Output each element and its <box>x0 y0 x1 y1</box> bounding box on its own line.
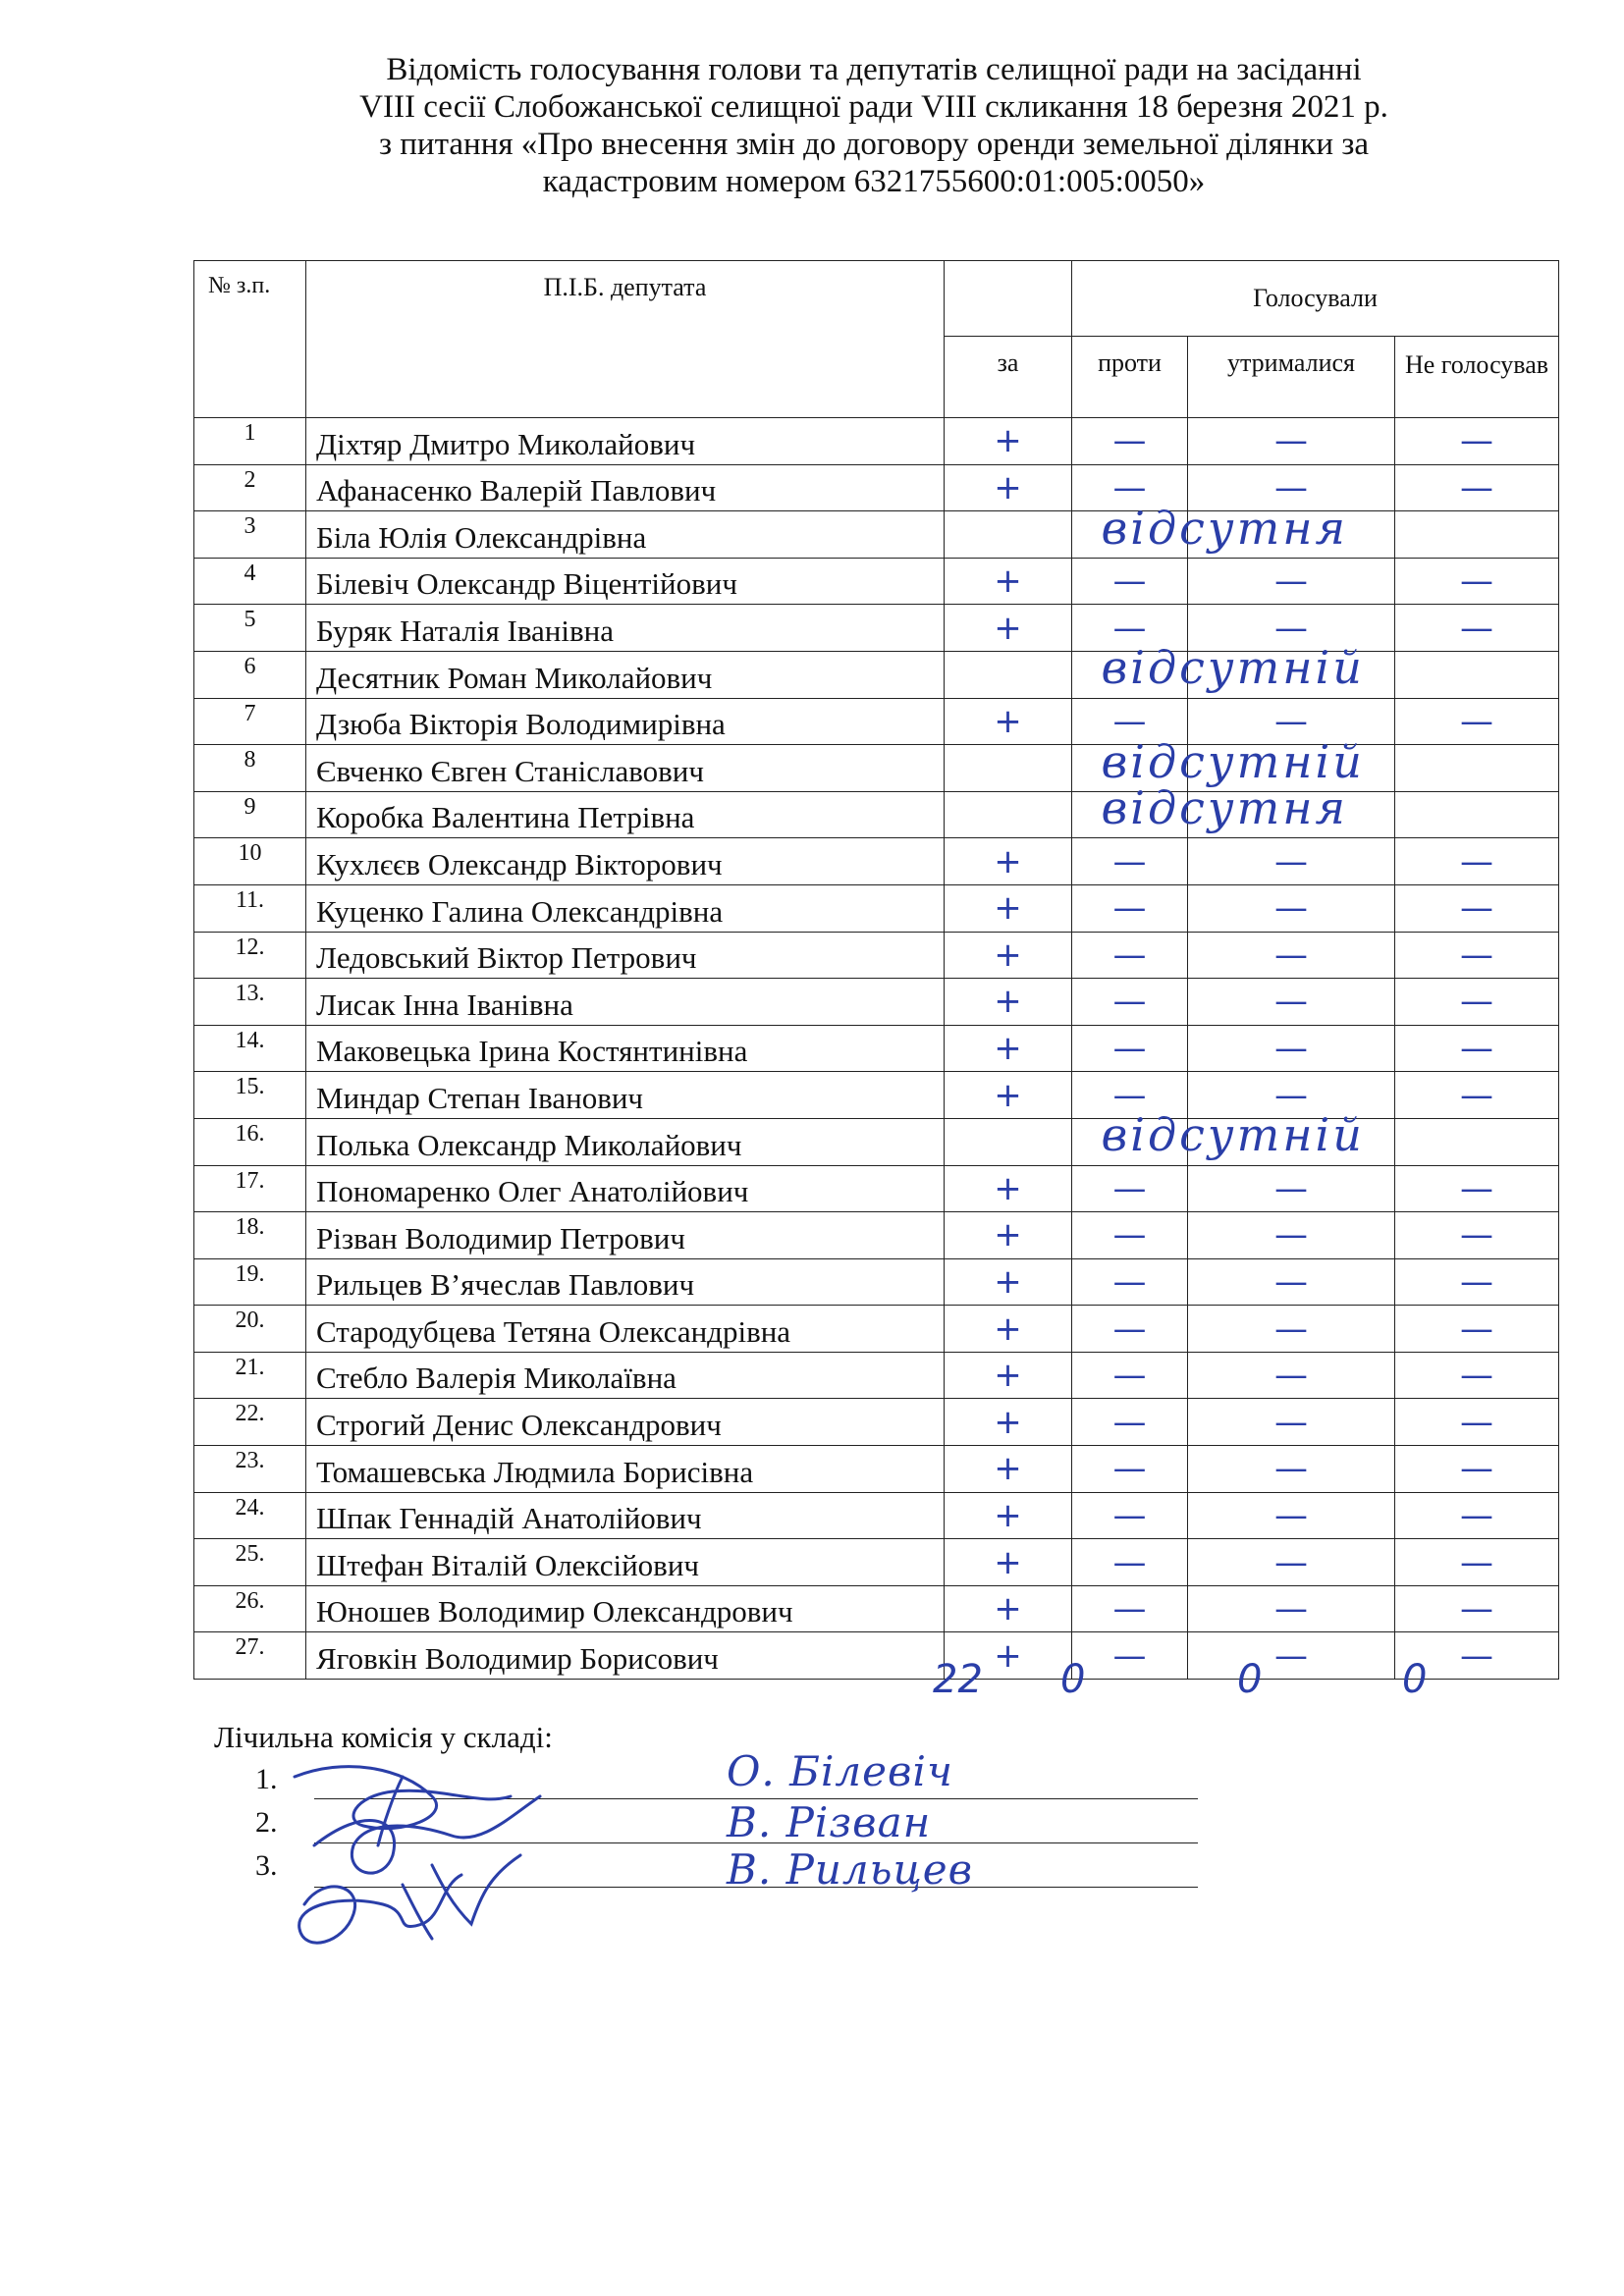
voting-table <box>193 260 1559 1680</box>
header-ne-holosuvav: Не голосував <box>1395 337 1559 418</box>
vote-za: + <box>945 418 1072 465</box>
table-row <box>194 1306 1559 1353</box>
commission-signature-3: В. Рильцев <box>727 1845 974 1894</box>
vote-utrymalysia: — <box>1188 1585 1395 1632</box>
table-body <box>194 418 1559 1680</box>
deputy-name: Коробка Валентина Петрівна <box>306 791 945 838</box>
deputy-name: Полька Олександр Миколайович <box>306 1118 945 1165</box>
vote-proty: — <box>1072 1352 1188 1399</box>
header-number: № з.п. <box>194 261 306 418</box>
deputy-name: Кухлєєв Олександр Вікторович <box>306 838 945 885</box>
deputy-name: Пономаренко Олег Анатолійович <box>306 1165 945 1212</box>
deputy-name: Томашевська Людмила Борисівна <box>306 1446 945 1493</box>
vote-proty: — <box>1072 1632 1188 1680</box>
row-number: 2 <box>194 464 306 511</box>
row-number: 4 <box>194 558 306 605</box>
vote-ne-holosuvav <box>1395 1118 1559 1165</box>
vote-ne-holosuvav: — <box>1395 1212 1559 1259</box>
vote-za: + <box>945 884 1072 932</box>
vote-proty: — <box>1072 1539 1188 1586</box>
commission-number-1: 1. <box>255 1763 278 1795</box>
header-za: за <box>945 337 1072 418</box>
vote-proty: — <box>1072 1212 1188 1259</box>
vote-ne-holosuvav: — <box>1395 464 1559 511</box>
vote-ne-holosuvav <box>1395 745 1559 792</box>
vote-za: + <box>945 932 1072 979</box>
table-row <box>194 1025 1559 1072</box>
row-number: 9 <box>194 791 306 838</box>
vote-ne-holosuvav <box>1395 791 1559 838</box>
title-line-3: з питання «Про внесення змін до договору оренди земельної ділянки за <box>378 127 1369 162</box>
table-row <box>194 979 1559 1026</box>
deputy-name: Стебло Валерія Миколаївна <box>306 1352 945 1399</box>
commission-signature-1: О. Білевіч <box>727 1747 954 1795</box>
deputy-name: Строгий Денис Олександрович <box>306 1399 945 1446</box>
title-line-2: VIII сесії Слобожанської селищної ради VIII скликання 18 березня 2021 р. <box>359 89 1388 125</box>
vote-ne-holosuvav: — <box>1395 1072 1559 1119</box>
commission-label: Лічильна комісія у складі: <box>214 1720 553 1754</box>
vote-ne-holosuvav: — <box>1395 1165 1559 1212</box>
vote-utrymalysia: — <box>1188 1258 1395 1306</box>
vote-proty: — <box>1072 1258 1188 1306</box>
vote-utrymalysia: — <box>1188 884 1395 932</box>
vote-ne-holosuvav: — <box>1395 698 1559 745</box>
absent-note: відсутній <box>1101 734 1365 788</box>
vote-proty: — <box>1072 558 1188 605</box>
row-number: 7 <box>194 698 306 745</box>
vote-za: + <box>945 558 1072 605</box>
deputy-name: Білевіч Олександр Віцентійович <box>306 558 945 605</box>
vote-za: + <box>945 1585 1072 1632</box>
deputy-name: Дзюба Вікторія Володимирівна <box>306 698 945 745</box>
deputy-name: Стародубцева Тетяна Олександрівна <box>306 1306 945 1353</box>
row-number: 8 <box>194 745 306 792</box>
vote-proty: — <box>1072 1072 1188 1119</box>
vote-utrymalysia: — <box>1188 1399 1395 1446</box>
deputy-name: Афанасенко Валерій Павлович <box>306 464 945 511</box>
table-row <box>194 1585 1559 1632</box>
table-row <box>194 1165 1559 1212</box>
vote-za: + <box>945 838 1072 885</box>
header-voted: Голосували <box>1072 261 1559 337</box>
vote-utrymalysia: — <box>1188 464 1395 511</box>
handwritten-signatures <box>285 1737 579 1963</box>
vote-ne-holosuvav: — <box>1395 418 1559 465</box>
vote-za <box>945 1118 1072 1165</box>
vote-za: + <box>945 698 1072 745</box>
vote-utrymalysia: — <box>1188 1352 1395 1399</box>
table-row <box>194 418 1559 465</box>
total-ne-holosuvav: 0 <box>1402 1657 1428 1702</box>
vote-utrymalysia: — <box>1188 418 1395 465</box>
deputy-name: Десятник Роман Миколайович <box>306 651 945 698</box>
vote-za: + <box>945 979 1072 1026</box>
vote-za: + <box>945 1072 1072 1119</box>
vote-proty: — <box>1072 932 1188 979</box>
row-number: 1 <box>194 418 306 465</box>
row-number: 3 <box>194 511 306 559</box>
header-proty: проти <box>1072 337 1188 418</box>
vote-za <box>945 511 1072 559</box>
vote-proty: — <box>1072 418 1188 465</box>
deputy-name: Лисак Інна Іванівна <box>306 979 945 1026</box>
deputy-name: Юношев Володимир Олександрович <box>306 1585 945 1632</box>
header-utrymalysia: утрималися <box>1188 337 1395 418</box>
vote-proty: — <box>1072 698 1188 745</box>
vote-proty: — <box>1072 1585 1188 1632</box>
row-number: 14. <box>194 1025 306 1072</box>
table-row <box>194 1632 1559 1680</box>
deputy-name: Рильцев В’ячеслав Павлович <box>306 1258 945 1306</box>
vote-proty: — <box>1072 464 1188 511</box>
absent-note: відсутня <box>1101 501 1348 555</box>
vote-utrymalysia: — <box>1188 1306 1395 1353</box>
header-blank <box>945 261 1072 337</box>
deputy-name: Біла Юлія Олександрівна <box>306 511 945 559</box>
deputy-name: Куценко Галина Олександрівна <box>306 884 945 932</box>
vote-utrymalysia: — <box>1188 1212 1395 1259</box>
vote-utrymalysia: — <box>1188 838 1395 885</box>
vote-proty: — <box>1072 1306 1188 1353</box>
row-number: 11. <box>194 884 306 932</box>
vote-ne-holosuvav: — <box>1395 838 1559 885</box>
commission-number-2: 2. <box>255 1806 278 1839</box>
vote-utrymalysia: — <box>1188 1539 1395 1586</box>
vote-utrymalysia: — <box>1188 1492 1395 1539</box>
vote-za: + <box>945 1025 1072 1072</box>
vote-za: + <box>945 1212 1072 1259</box>
vote-ne-holosuvav: — <box>1395 1539 1559 1586</box>
deputy-name: Штефан Віталій Олексійович <box>306 1539 945 1586</box>
row-number: 12. <box>194 932 306 979</box>
vote-za: + <box>945 1492 1072 1539</box>
row-number: 19. <box>194 1258 306 1306</box>
deputy-name: Різван Володимир Петрович <box>306 1212 945 1259</box>
vote-ne-holosuvav: — <box>1395 1258 1559 1306</box>
table-row <box>194 791 1559 838</box>
table-row <box>194 884 1559 932</box>
vote-ne-holosuvav: — <box>1395 1399 1559 1446</box>
vote-utrymalysia: — <box>1188 1165 1395 1212</box>
vote-utrymalysia: — <box>1188 605 1395 652</box>
vote-za <box>945 791 1072 838</box>
deputy-name: Яговкін Володимир Борисович <box>306 1632 945 1680</box>
vote-ne-holosuvav: — <box>1395 1492 1559 1539</box>
row-number: 25. <box>194 1539 306 1586</box>
table-row <box>194 464 1559 511</box>
deputy-name: Євченко Євген Станіславович <box>306 745 945 792</box>
table-row <box>194 838 1559 885</box>
total-za: 22 <box>933 1657 983 1702</box>
vote-proty: — <box>1072 838 1188 885</box>
deputy-name: Ледовський Віктор Петрович <box>306 932 945 979</box>
row-number: 13. <box>194 979 306 1026</box>
table-row <box>194 1492 1559 1539</box>
deputy-name: Буряк Наталія Іванівна <box>306 605 945 652</box>
table-row <box>194 932 1559 979</box>
table-row <box>194 1399 1559 1446</box>
vote-ne-holosuvav: — <box>1395 979 1559 1026</box>
vote-proty: — <box>1072 1399 1188 1446</box>
vote-ne-holosuvav: — <box>1395 1632 1559 1680</box>
row-number: 17. <box>194 1165 306 1212</box>
vote-za: + <box>945 1632 1072 1680</box>
vote-za: + <box>945 1165 1072 1212</box>
commission-signature-2: В. Різван <box>727 1798 932 1846</box>
row-number: 22. <box>194 1399 306 1446</box>
vote-utrymalysia: — <box>1188 979 1395 1026</box>
vote-utrymalysia: — <box>1188 1632 1395 1680</box>
row-number: 16. <box>194 1118 306 1165</box>
vote-ne-holosuvav <box>1395 511 1559 559</box>
vote-ne-holosuvav: — <box>1395 605 1559 652</box>
vote-za <box>945 745 1072 792</box>
row-number: 5 <box>194 605 306 652</box>
vote-proty: — <box>1072 1446 1188 1493</box>
deputy-name: Маковецька Ірина Костянтинівна <box>306 1025 945 1072</box>
row-number: 20. <box>194 1306 306 1353</box>
table-row <box>194 1352 1559 1399</box>
vote-ne-holosuvav <box>1395 651 1559 698</box>
vote-ne-holosuvav: — <box>1395 1446 1559 1493</box>
vote-proty: — <box>1072 1025 1188 1072</box>
vote-proty: — <box>1072 979 1188 1026</box>
absent-note: відсутня <box>1101 781 1348 835</box>
table-row <box>194 1446 1559 1493</box>
vote-za: + <box>945 1352 1072 1399</box>
vote-proty: — <box>1072 605 1188 652</box>
deputy-name: Шпак Геннадій Анатолійович <box>306 1492 945 1539</box>
vote-za: + <box>945 1539 1072 1586</box>
total-proty: 0 <box>1060 1657 1086 1702</box>
vote-za: + <box>945 1306 1072 1353</box>
vote-ne-holosuvav: — <box>1395 558 1559 605</box>
deputy-name: Діхтяр Дмитро Миколайович <box>306 418 945 465</box>
title-line-1: Відомість голосування голови та депутатів селищної ради на засіданні <box>386 52 1362 87</box>
title-line-4: кадастровим номером 6321755600:01:005:0050» <box>542 164 1206 199</box>
vote-utrymalysia: — <box>1188 932 1395 979</box>
total-utrymalysia: 0 <box>1237 1657 1263 1702</box>
vote-utrymalysia: — <box>1188 1446 1395 1493</box>
row-number: 27. <box>194 1632 306 1680</box>
vote-za: + <box>945 464 1072 511</box>
vote-proty: — <box>1072 1165 1188 1212</box>
vote-za: + <box>945 605 1072 652</box>
vote-utrymalysia: — <box>1188 698 1395 745</box>
header-name: П.І.Б. депутата <box>306 261 945 418</box>
commission-number-3: 3. <box>255 1849 278 1882</box>
vote-za: + <box>945 1399 1072 1446</box>
vote-ne-holosuvav: — <box>1395 1306 1559 1353</box>
row-number: 15. <box>194 1072 306 1119</box>
table-row <box>194 558 1559 605</box>
vote-utrymalysia: — <box>1188 1072 1395 1119</box>
vote-proty: — <box>1072 1492 1188 1539</box>
table-row <box>194 1212 1559 1259</box>
row-number: 10 <box>194 838 306 885</box>
vote-ne-holosuvav: — <box>1395 1025 1559 1072</box>
vote-za: + <box>945 1446 1072 1493</box>
row-number: 24. <box>194 1492 306 1539</box>
row-number: 26. <box>194 1585 306 1632</box>
vote-ne-holosuvav: — <box>1395 932 1559 979</box>
row-number: 18. <box>194 1212 306 1259</box>
table-row <box>194 1539 1559 1586</box>
vote-za: + <box>945 1258 1072 1306</box>
vote-ne-holosuvav: — <box>1395 1352 1559 1399</box>
vote-za <box>945 651 1072 698</box>
row-number: 21. <box>194 1352 306 1399</box>
vote-utrymalysia: — <box>1188 1025 1395 1072</box>
document-title <box>196 51 1551 200</box>
row-number: 6 <box>194 651 306 698</box>
deputy-name: Миндар Степан Іванович <box>306 1072 945 1119</box>
vote-utrymalysia: — <box>1188 558 1395 605</box>
absent-note: відсутній <box>1101 641 1365 695</box>
table-row <box>194 511 1559 559</box>
vote-proty: — <box>1072 884 1188 932</box>
absent-note: відсутній <box>1101 1108 1365 1162</box>
vote-ne-holosuvav: — <box>1395 884 1559 932</box>
vote-ne-holosuvav: — <box>1395 1585 1559 1632</box>
table-row <box>194 1258 1559 1306</box>
row-number: 23. <box>194 1446 306 1493</box>
